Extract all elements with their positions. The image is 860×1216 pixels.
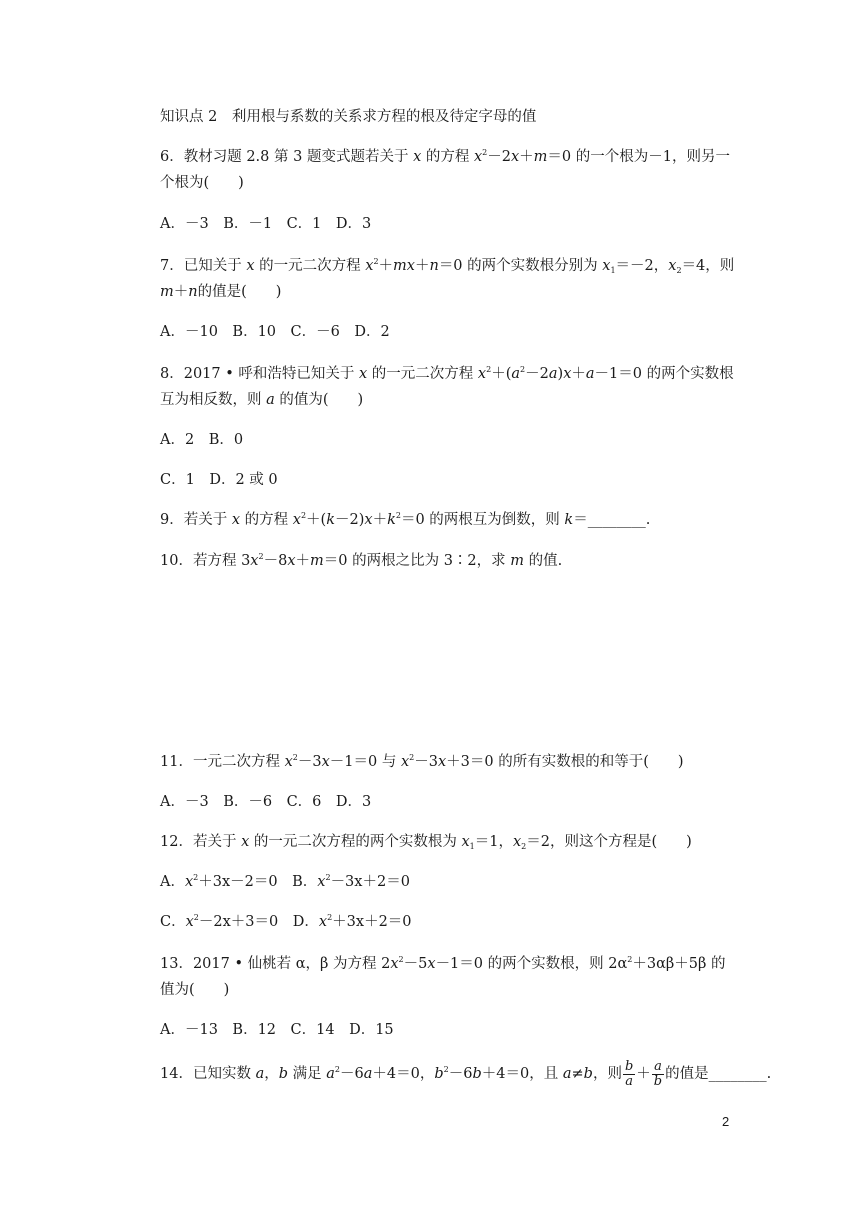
fraction-a-over-b: $\frac{a}{b}$ xyxy=(653,1058,663,1089)
question-13: 13．2017 • 仙桃若 α，β 为方程 $2x^2-5x-1=0$ 的两个实数根，则 $2\alpha^2+3\alpha\beta+5\beta$ 的 xyxy=(160,955,726,972)
question-6-options: A．－3 B．－1 C．1 D．3 xyxy=(160,216,372,232)
question-14: 14．已知实数 a，b 满足 $a^2-6a+4=0$，$b^2-6b+4=0$，且 a≠b，则 $\frac{b}{a}$ ＋ $\frac{a}{b}$ 的值是________. xyxy=(160,1058,772,1089)
question-8-options-1: A．2 B．0 xyxy=(160,432,244,448)
question-10: 10．若方程 $3x^2-8x+m=0$ 的两根之比为 3∶2，求 m 的值. xyxy=(160,552,563,569)
question-7-line2: m＋n的值是( ) xyxy=(160,284,282,300)
question-8-line2: 互为相反数，则 a 的值为( ) xyxy=(160,392,364,408)
question-13-line2: 值为( ) xyxy=(160,982,230,998)
question-13-options: A．－13 B．12 C．14 D．15 xyxy=(160,1022,394,1038)
question-11-options: A．－3 B．－6 C．6 D．3 xyxy=(160,794,372,810)
page-number: 2 xyxy=(722,1114,730,1129)
question-7-options: A．－10 B．10 C．－6 D．2 xyxy=(160,324,390,340)
question-6: 6．教材习题 2.8 第 3 题变式题若关于 x 的方程 $x^2-2x+m=0$ 的一个根为－1，则另一 xyxy=(160,148,730,165)
question-6-line2: 个根为( ) xyxy=(160,175,244,191)
section-heading: 知识点 2 利用根与系数的关系求方程的根及待定字母的值 xyxy=(160,109,537,125)
question-12-options-ab: A．$x^2+3x-2=0$ B．$x^2-3x+2=0$ xyxy=(160,873,410,890)
fraction-b-over-a: $\frac{b}{a}$ xyxy=(624,1058,634,1089)
question-12: 12．若关于 x 的一元二次方程的两个实数根为 $x_1=1$，$x_2=2$，则这个方程是( ) xyxy=(160,834,692,851)
question-8: 8．2017 • 呼和浩特已知关于 x 的一元二次方程 $x^2+(a^2-2a)x+a-1=0$ 的两个实数根 xyxy=(160,365,734,382)
question-9: 9．若关于 x 的方程 $x^2+(k-2)x+k^2=0$ 的两根互为倒数，则 k＝________. xyxy=(160,511,651,528)
question-12-options-cd: C．$x^2-2x+3=0$ D．$x^2+3x+2=0$ xyxy=(160,913,412,930)
question-8-options-2: C．1 D．2 或 0 xyxy=(160,472,278,488)
question-11: 11．一元二次方程 $x^2-3x-1=0$ 与 $x^2-3x+3=0$ 的所有实数根的和等于( ) xyxy=(160,753,684,770)
question-7: 7．已知关于 x 的一元二次方程 $x^2+mx+n=0$ 的两个实数根分别为 $x_1=-2$，$x_2=4$，则 xyxy=(160,257,735,275)
